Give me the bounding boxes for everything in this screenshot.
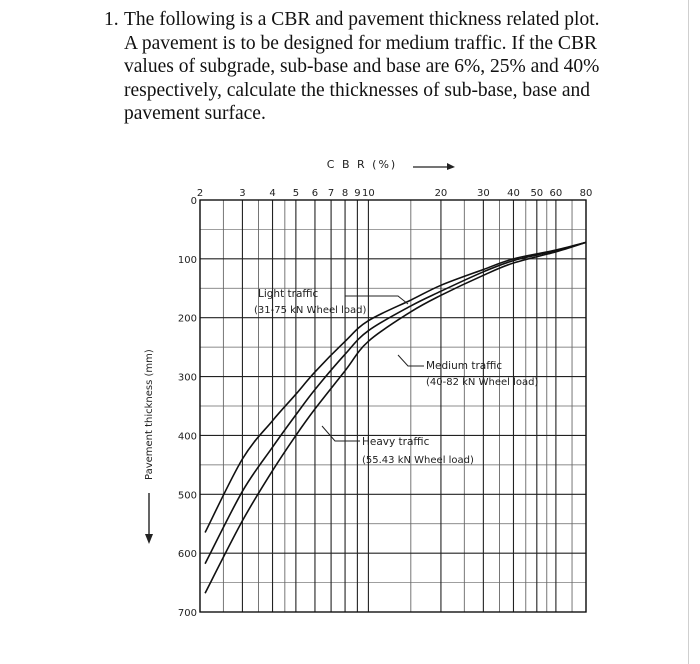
question-number: 1. <box>104 9 119 30</box>
x-tick-labels <box>197 188 593 199</box>
y-axis-label: Pavement thickness (mm) <box>144 349 155 480</box>
x-tick-label: 30 <box>477 188 490 199</box>
question-body: The following is a CBR and pavement thickness related plot. A pavement is to be designed for medium traffic. If the CBR values of subgrade, sub-base and base are 6%, 25% and 40% respectively, calculate the thicknesses of sub-base, base and pavement surface. <box>124 9 600 124</box>
y-tick-label: 700 <box>177 608 197 619</box>
y-tick-label: 400 <box>177 431 197 443</box>
y-tick-label: 200 <box>177 313 197 325</box>
x-tick-label: 20 <box>434 188 448 199</box>
y-tick-label: 500 <box>177 490 197 502</box>
medium-traffic-load-label: (40-82 kN Wheel load) <box>426 377 539 388</box>
light-traffic-label: Light traffic <box>258 288 319 300</box>
x-tick-label: 9 <box>354 188 361 199</box>
x-tick-label: 3 <box>239 188 246 199</box>
chart-grid <box>200 200 586 612</box>
x-tick-label: 10 <box>362 188 375 199</box>
x-tick-label: 50 <box>530 188 544 199</box>
heavy-traffic-load-label: (55.43 kN Wheel load) <box>362 455 474 466</box>
chart-title: C B R (%) <box>326 158 398 171</box>
x-tick-label: 40 <box>507 188 520 199</box>
x-tick-label: 5 <box>292 188 300 199</box>
x-tick-label: 8 <box>341 188 349 199</box>
x-tick-label: 7 <box>327 188 335 199</box>
x-tick-label: 80 <box>579 188 593 199</box>
medium-traffic-label: Medium traffic <box>426 360 503 372</box>
y-tick-label: 300 <box>177 372 197 384</box>
x-axis-arrow-head <box>447 163 455 170</box>
y-tick-label: 100 <box>177 254 197 266</box>
y-tick-labels <box>178 196 197 619</box>
x-tick-label: 6 <box>311 188 319 199</box>
heavy-traffic-leader <box>322 426 360 441</box>
y-axis-arrow-head <box>145 534 153 544</box>
x-tick-label: 60 <box>549 188 563 199</box>
heavy-traffic-label: Heavy traffic <box>362 436 430 448</box>
light-traffic-load-label: (31-75 kN Wheel load) <box>254 305 367 316</box>
y-tick-label: 0 <box>190 196 197 207</box>
x-tick-label: 4 <box>269 188 276 199</box>
light-traffic-leader <box>345 296 408 304</box>
x-tick-label: 2 <box>196 188 204 199</box>
y-tick-label: 600 <box>177 549 197 561</box>
